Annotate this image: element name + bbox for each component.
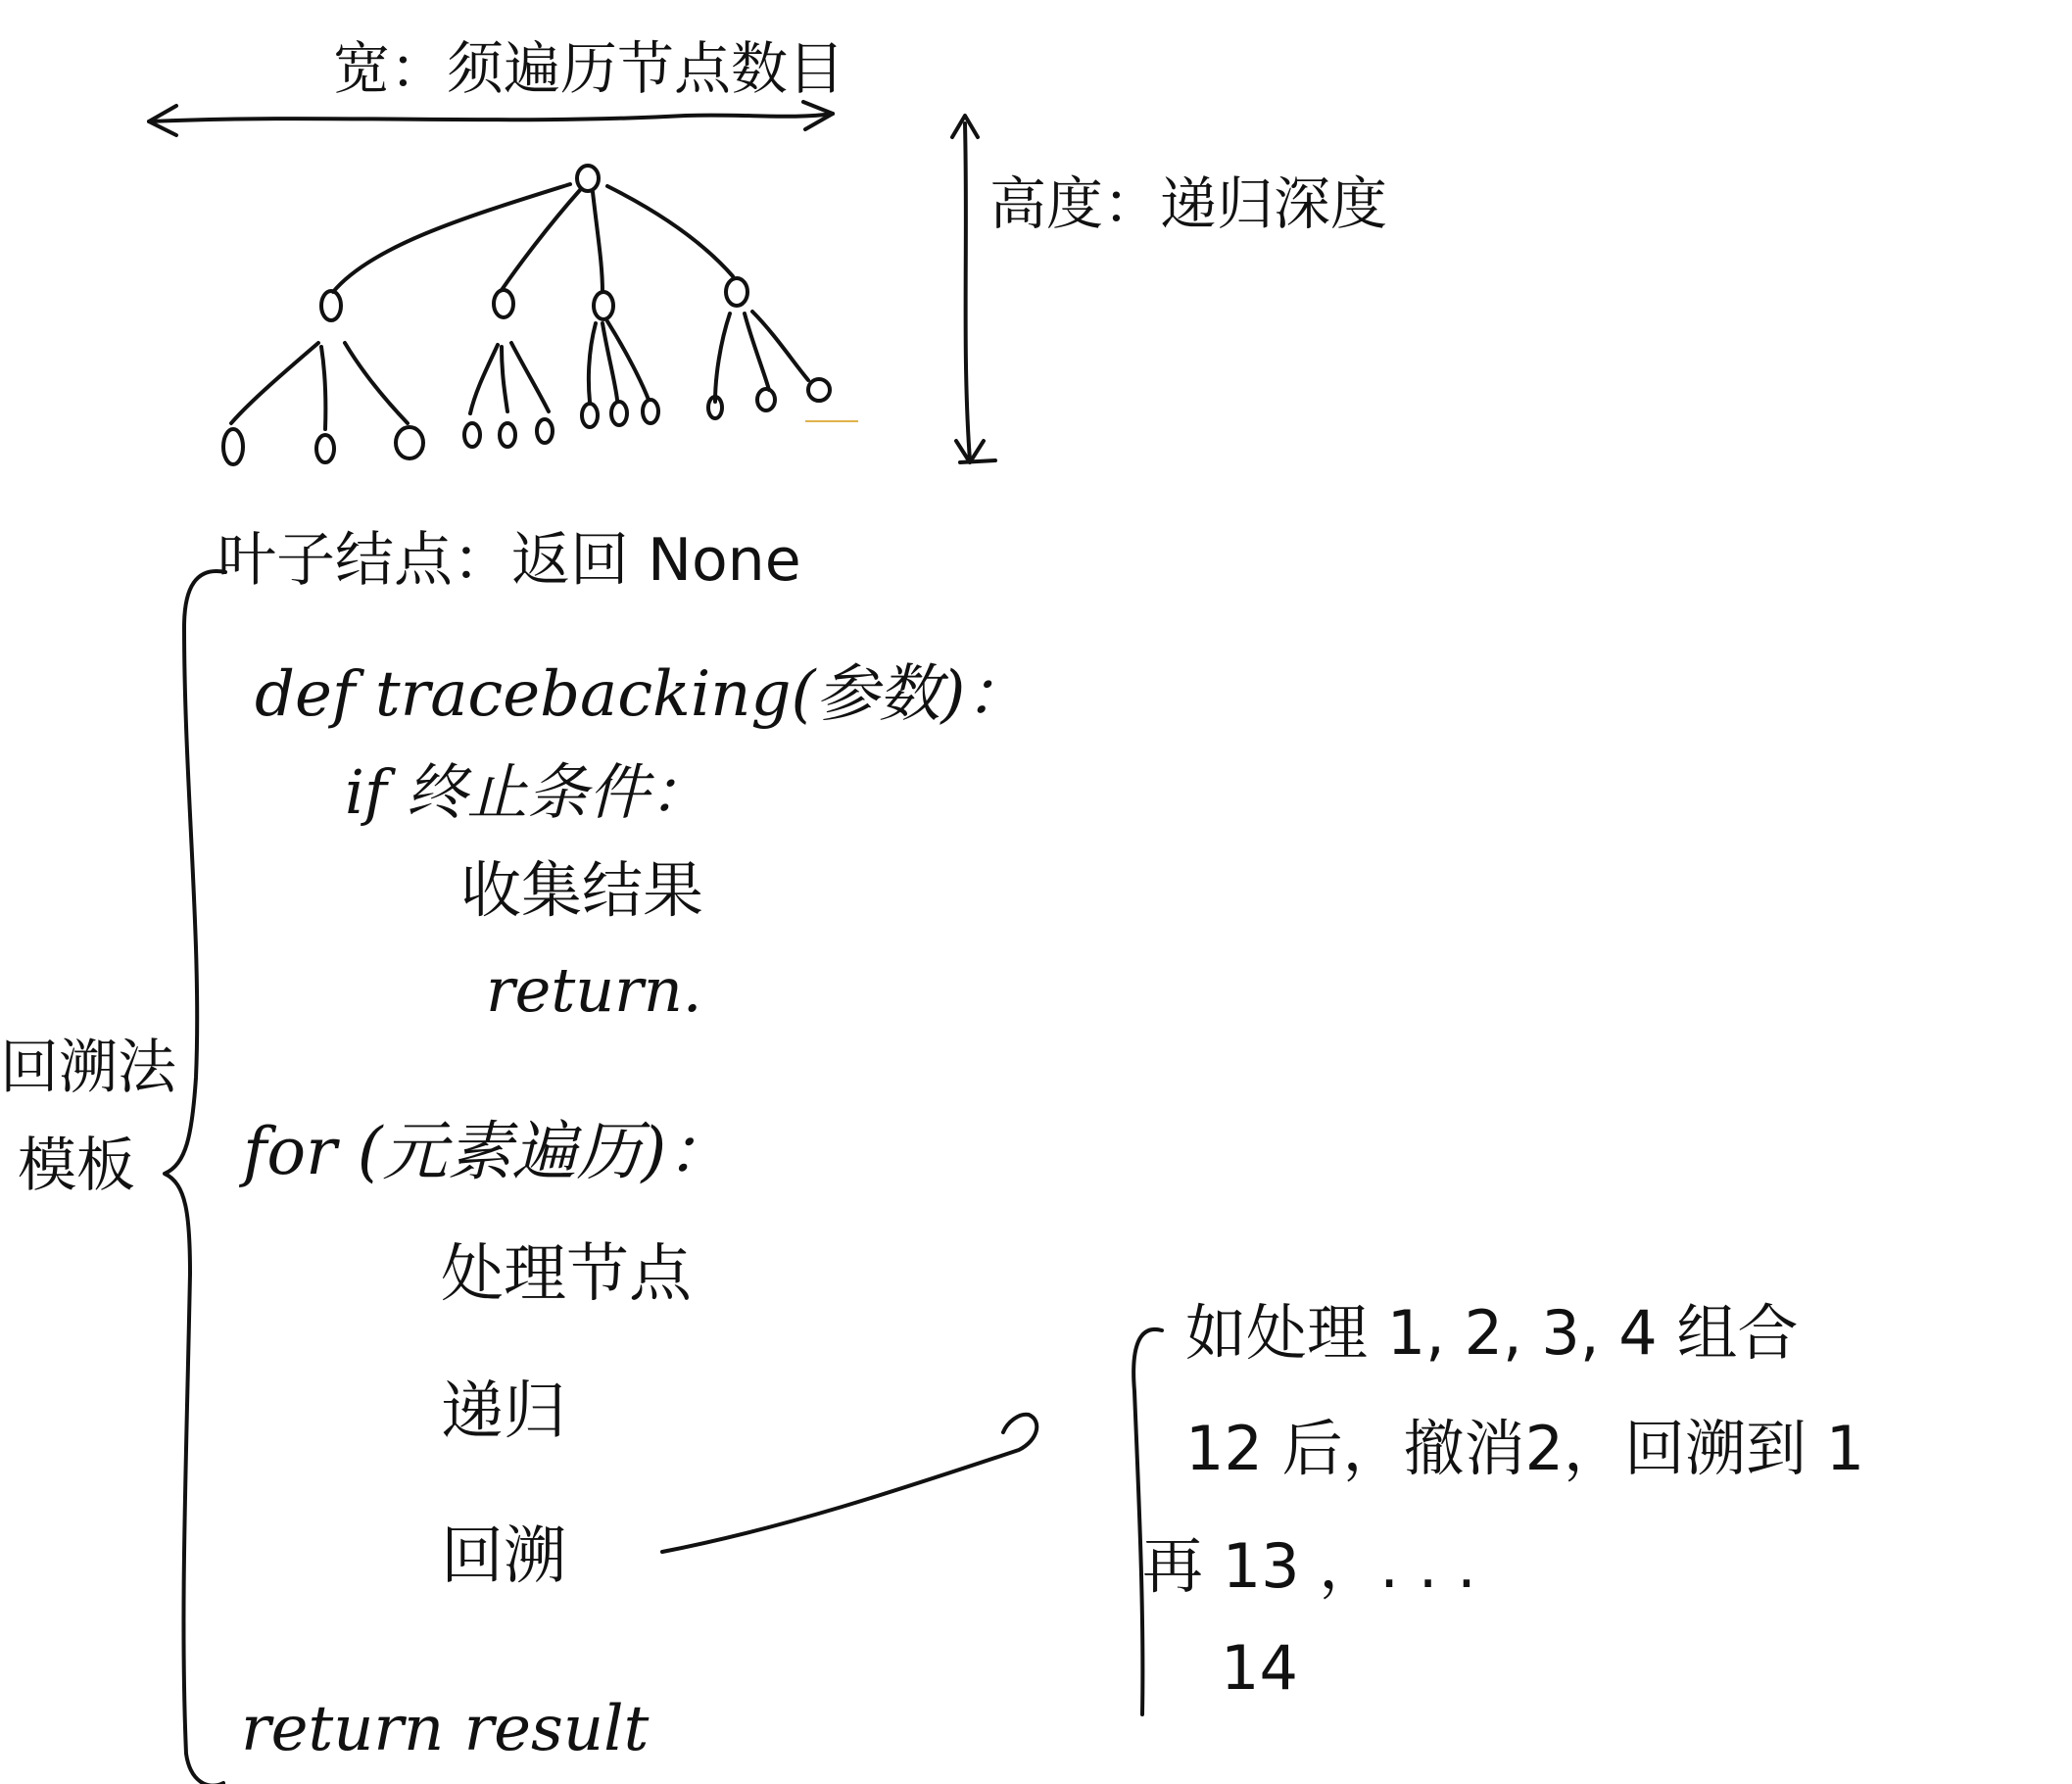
code-return-line: return. (486, 954, 702, 1026)
side-label-line2: 模板 (18, 1132, 135, 1200)
code-if-line: if 终止条件： (345, 756, 710, 828)
example-line1: 如处理 1, 2, 3, 4 组合 (1185, 1297, 1799, 1369)
tree-leaf-node (500, 423, 515, 447)
tree (223, 166, 858, 464)
width-arrow (149, 102, 833, 135)
left-brace (165, 571, 225, 1784)
tree-leaf-node (537, 419, 553, 443)
code-for-line: for (元素遍历)： (243, 1114, 732, 1189)
tree-node (321, 291, 341, 320)
tree-leaf-node (464, 423, 480, 447)
code-backtrack-line: 回溯 (441, 1520, 566, 1593)
tree-leaf-node (396, 427, 423, 458)
tree-leaf-node (808, 379, 830, 401)
tree-root-node (577, 166, 599, 191)
example-line3: 再 13 ，. . . (1142, 1530, 1476, 1602)
example-brace (1133, 1329, 1162, 1714)
tree-node (594, 292, 613, 319)
example-line2: 12 后，撤消2，回溯到 1 (1185, 1413, 1865, 1484)
example-connector-arrow (662, 1415, 1036, 1552)
height-label: 高度：递归深度 (989, 170, 1388, 237)
code-collect-line: 收集结果 (460, 854, 704, 926)
tree-node (494, 290, 513, 317)
tree-leaf-node (223, 429, 243, 464)
width-label: 宽：须遍历节点数目 (333, 35, 845, 102)
code-recurse-line: 递归 (441, 1375, 566, 1448)
side-label-line1: 回溯法 (0, 1034, 176, 1102)
code-final-return-line: return result (241, 1693, 650, 1765)
code-process-line: 处理节点 (441, 1238, 692, 1311)
tree-leaf-node (582, 404, 598, 427)
example-line4: 14 (1221, 1632, 1298, 1704)
leaf-note: 叶子结点：返回 None (217, 526, 801, 595)
tree-leaf-node (643, 400, 658, 423)
tree-leaf-node (757, 389, 775, 410)
tree-node (726, 278, 747, 306)
code-def-line: def tracebacking(参数)： (255, 658, 1029, 731)
tree-leaf-node (316, 435, 334, 462)
height-arrow (952, 116, 995, 462)
tree-leaf-node (611, 402, 627, 425)
